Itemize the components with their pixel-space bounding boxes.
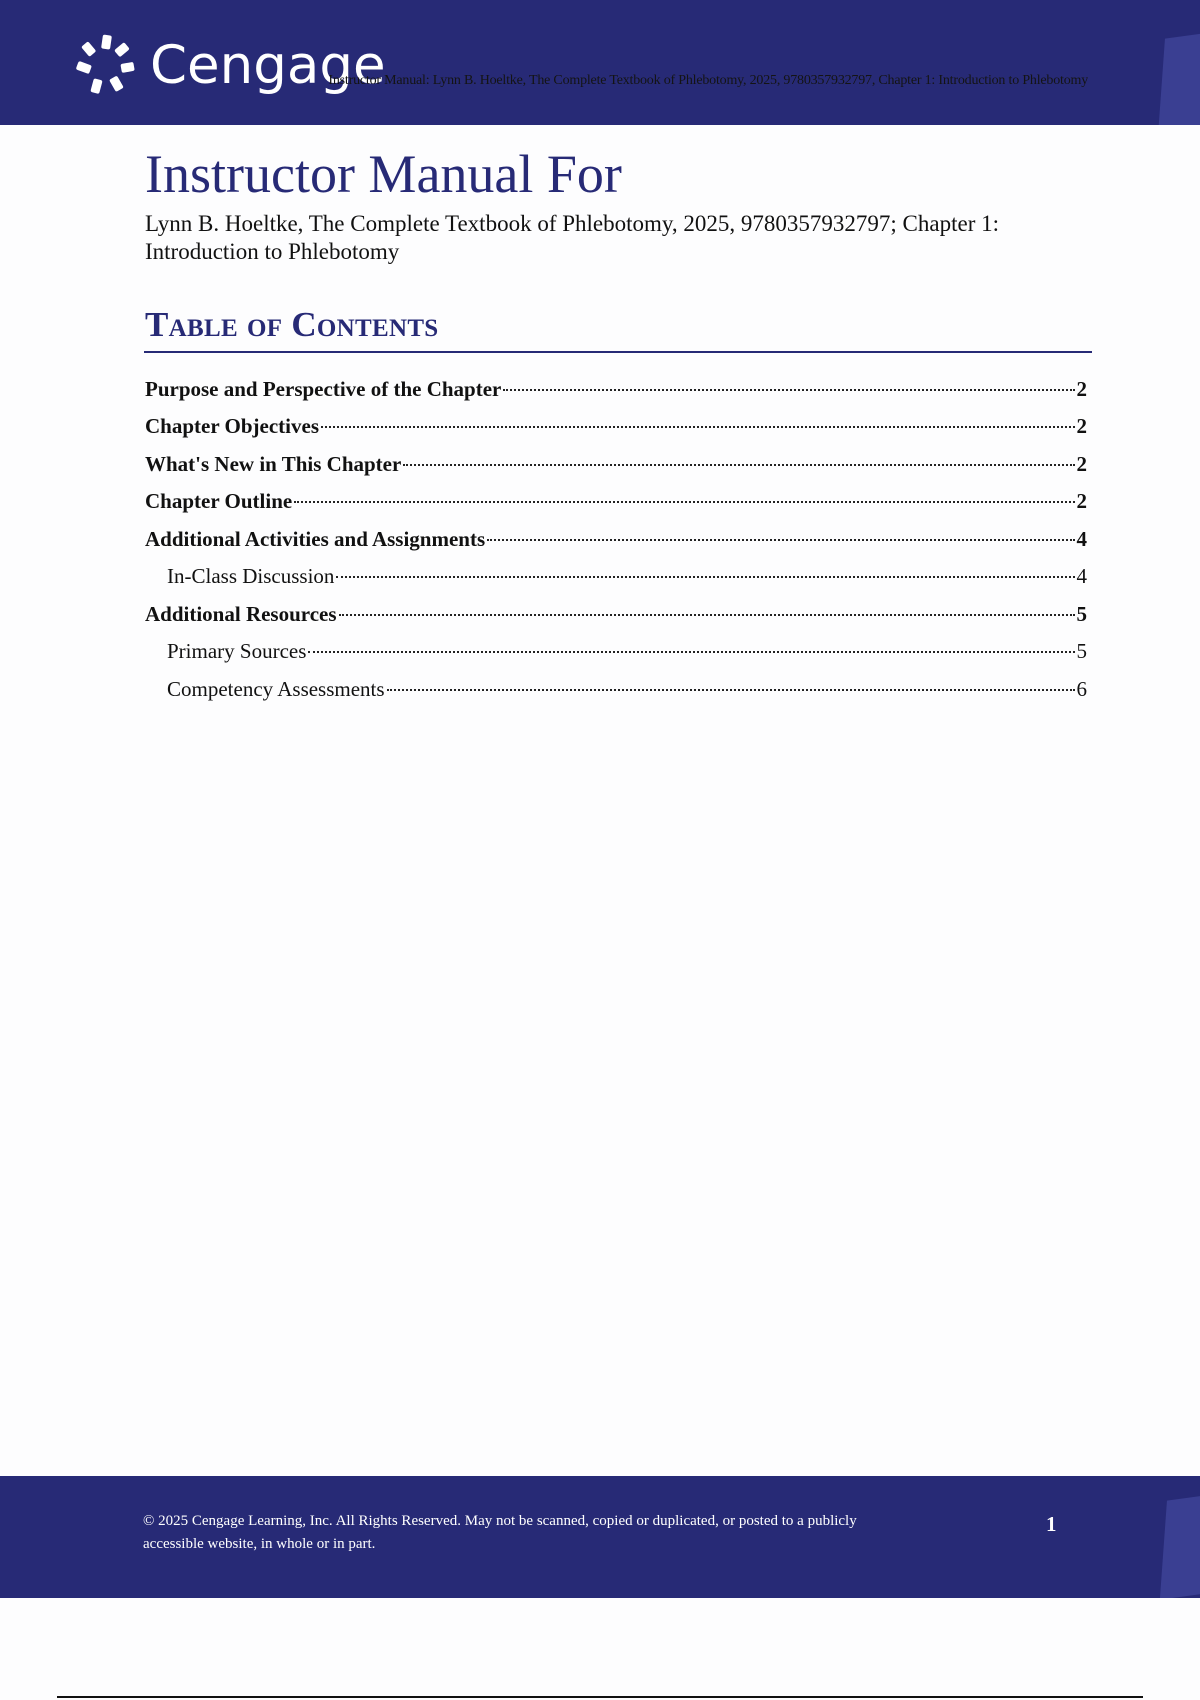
toc-entry[interactable]	[145, 408, 1087, 446]
toc-entry[interactable]	[145, 483, 1087, 521]
toc-subentry[interactable]	[145, 633, 1087, 671]
document-title: Instructor Manual For	[145, 144, 622, 204]
toc-entry-title: What's New in This Chapter	[145, 451, 402, 476]
copyright-notice: © 2025 Cengage Learning, Inc. All Rights Reserved. May not be scanned, copied or duplicated, or posted to a publicly accessible website, in whole or in part.	[143, 1513, 857, 1552]
toc-entry-title: Additional Activities and Assignments	[145, 526, 486, 551]
toc-entry-page: 5	[1076, 601, 1087, 626]
toc-entry-title: Primary Sources	[167, 639, 307, 664]
cengage-logo	[74, 30, 386, 100]
table-of-contents	[145, 371, 1087, 709]
page-number: 1	[1046, 1512, 1057, 1536]
toc-entry-page: 2	[1076, 414, 1087, 439]
toc-entry-title: Additional Resources	[145, 601, 337, 626]
toc-entry-page: 2	[1076, 376, 1087, 401]
toc-entry-title: Chapter Objectives	[145, 414, 319, 439]
cengage-burst-icon	[74, 33, 138, 97]
dot-leader	[503, 389, 1074, 391]
toc-entry-title: Competency Assessments	[167, 676, 385, 701]
toc-entry-page: 4	[1076, 564, 1087, 589]
dot-leader	[308, 651, 1074, 653]
toc-entry-title: Chapter Outline	[145, 489, 293, 514]
decorative-shape	[1160, 1492, 1200, 1598]
toc-entry-page: 2	[1076, 489, 1087, 514]
page-header	[0, 0, 1200, 125]
dot-leader	[336, 576, 1074, 578]
toc-entry-page: 5	[1076, 639, 1087, 664]
toc-divider	[144, 351, 1092, 353]
toc-entry[interactable]	[145, 521, 1087, 559]
dot-leader	[403, 464, 1074, 466]
dot-leader	[339, 614, 1075, 616]
logo-wordmark: Cengage	[150, 34, 386, 96]
toc-entry[interactable]	[145, 596, 1087, 634]
toc-entry-page: 4	[1076, 526, 1087, 551]
toc-subentry[interactable]	[145, 558, 1087, 596]
toc-entry-title: Purpose and Perspective of the Chapter	[145, 376, 502, 401]
dot-leader	[321, 426, 1075, 428]
toc-entry-page: 2	[1076, 451, 1087, 476]
dot-leader	[387, 689, 1075, 691]
toc-entry-page: 6	[1076, 676, 1087, 701]
dot-leader	[487, 539, 1074, 541]
decorative-shape	[1158, 30, 1200, 125]
page-body	[145, 145, 1090, 708]
running-header: Instructor Manual: Lynn B. Hoeltke, The Complete Textbook of Phlebotomy, 2025, 9780357932797, Chapter 1: Introduction to Phlebotomy	[328, 73, 1088, 88]
toc-entry[interactable]	[145, 371, 1087, 409]
toc-heading: Table of Contents	[145, 305, 439, 345]
toc-subentry[interactable]	[145, 671, 1087, 709]
toc-entry-title: In-Class Discussion	[167, 564, 335, 589]
page-footer	[0, 1476, 1200, 1598]
page-bottom-rule	[57, 1696, 1143, 1698]
toc-entry[interactable]	[145, 446, 1087, 484]
document-subtitle: Lynn B. Hoeltke, The Complete Textbook of Phlebotomy, 2025, 9780357932797; Chapter 1: Introduction to Phlebotomy	[145, 211, 999, 265]
dot-leader	[294, 501, 1074, 503]
